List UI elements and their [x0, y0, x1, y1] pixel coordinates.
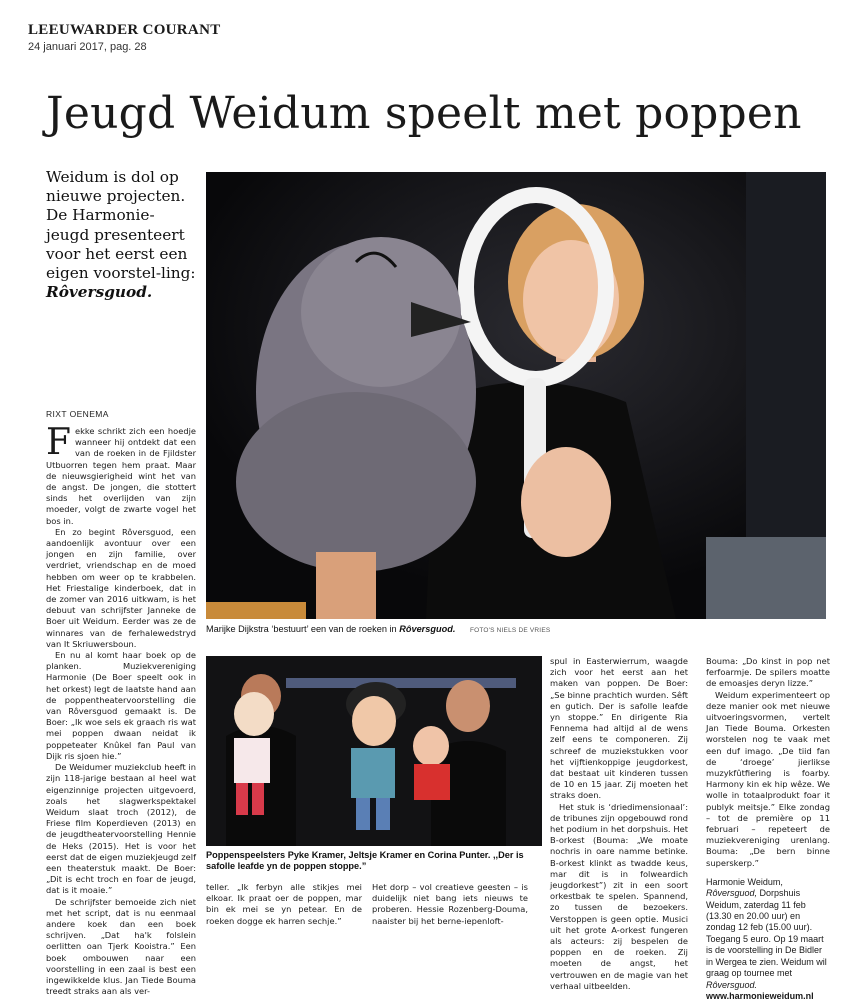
main-photo: [206, 172, 826, 619]
dateline: 24 januari 2017, pag. 28: [28, 41, 147, 53]
photo-credit: FOTO'S NIELS DE VRIES: [469, 627, 551, 634]
paragraph-2: En zo begint Rôversguod, een aandoenlijk avontuur over een jongen en zijn familie, over verdriet, vriendschap en de moed hebben om weer op te krabbelen. Het Friestalige kinderboek, dat in de zomer van 2016 uitkwam, is het debuut van schrijfster Janneke de Boer uit Weidum. Eerder was ze de winnares van de ferhalewedstryd van It Skriuwersboun.: [46, 526, 196, 649]
caption-text: Marijke Dijkstra ‘bestuurt’ een van de roeken in: [206, 624, 397, 634]
article-column-5: [706, 656, 830, 1002]
paragraph-5: De schrijfster bemoeide zich niet met het script, dat is nu eenmaal andere koek dan een boek schrijven. „Dat ha'k folslein oerlitten oan Tjerk Kooistra.” Een boek ombouwen naar een voorstelling in een zaal is best een ingewikkelde klus. Jan Tiede Bouma treedt straks aan als ver-: [46, 896, 196, 997]
paragraph-7: Het stuk is ‘driedimensionaal’: de tribunes zijn opgebouwd rond het podium in het dorpshuis. Het B-orkest (Bouma: „We moate nochris in oare namme betinke. B-orkest klinkt as twadde keus, mar dit is in folweardich jeugdorkest”) zit in een soort orkestbak te spelen. Spannend, zo tussen de bezoekers. Verstoppen is geen optie. Musici uit het grote A-orkest fungeren als acteurs: zij bespelen de poppen en de roeken. Zij moeten de angst, het vertrouwen en de magie van het verhaal uitbeelden.: [550, 801, 688, 991]
article-column-3-bottom: Het dorp – vol creatieve geesten – is duidelijk niet bang iets nieuws te proberen. Hessie Rozenberg-Douma, naaister bij het berne-iepenloft-: [372, 882, 528, 926]
headline: Jeugd Weidum speelt met poppen: [46, 88, 802, 139]
intro-title: Rôversguod.: [46, 283, 153, 302]
byline: RIXT OENEMA: [46, 409, 109, 419]
puppet-mirror-photo: [206, 172, 826, 619]
article-column-2-bottom: teller. „Ik ferbyn alle stikjes mei elkoar. Ik praat oer de poppen, mar bin ek mei se yn petear. En de roeken dogge ek harren sechje.”: [206, 882, 362, 926]
paragraph-6: spul in Easterwierrum, waagde zich voor het eerst aan het maken van poppen. De Boer: „Se binne prachtich wurden. Sêft en gutich. Der is safolle leafde yn stoppe.” En dirigente Ria Fennema had altijd al de wens zelf eens te componeren. Zij schreef de muziekstukken voor het vijftienkoppige jeugdorkest, dat bestaat uit kinderen tussen de 10 en 15 jaar. Zij moeten het straks doen.: [550, 656, 688, 801]
second-photo: [206, 656, 542, 846]
event-info: Harmonie Weidum, Rôversguod, Dorpshuis Weidum, zaterdag 11 feb (13.30 en 20.00 uur) en zondag 12 feb (15.00 uur). Toegang 5 euro. Op 19 maart is de voorstelling in De Bidler in Wergea te zien. Weidum wil graag op tournee met Rôversguod. www.harmonieweidum.nl: [706, 876, 827, 1001]
article-column-4: [550, 656, 688, 992]
paragraph-9: Weidum experimenteert op deze manier ook met nieuwe uitvoeringsvormen, vertelt Jan Tiede Bouma. Orkesten worstelen nog te vaak met een duf imago. „De tiid fan de ‘droege’ jierlikse muzykfûtfiering is foarby. Harmony kin ek hip wêze. We wolle in totaalprodukt foar it publyk meitsje.” Elke zondag – tot de première op 11 februari – repeteert de muziekvereniging urenlang. Bouma: „De bern binne superskerp.”: [706, 689, 830, 868]
intro-plain: Weidum is dol op nieuwe projecten. De Harmonie-jeugd presenteert voor het eerst een eigen voorstel-ling:: [46, 168, 196, 283]
main-photo-caption: [206, 624, 826, 636]
second-photo-caption: Poppenspeelsters Pyke Kramer, Jeltsje Kramer en Corina Punter. ,,Der is safolle leafde yn de poppen stoppe.”: [206, 850, 524, 871]
website-link[interactable]: www.harmonieweidum.nl: [706, 990, 814, 1001]
puppeteers-photo: [206, 656, 542, 846]
paragraph-3: En nu al komt haar boek op de planken. Muziekvereniging Harmonie (De Boer speelt ook in het orkest) legt de laatste hand aan de poppentheatervoorstelling die van Rôversguod gemaakt is. De Boer: „Ik woe sels ek graach ris wat mei poppen dwaan neidat ik poppeteater Knûkel fan Paul van Dijk ris sjoen hie.”: [46, 650, 196, 761]
article-column-1: [46, 422, 196, 997]
paragraph-8: Bouma: „Do kinst in pop net ferfoarmje. De spilers moatte de emoasjes deryn lizze.”: [706, 656, 830, 689]
drop-cap: F: [46, 422, 71, 463]
event-details: Dorpshuis Weidum, zaterdag 11 feb (13.30 en 20.00 uur) en zondag 12 feb (15.00 uur). Toegang 5 euro. Op 19 maart is de voorstelling in De Bidler in Wergea te zien. Weidum wil graag op tournee met: [706, 888, 827, 979]
paragraph-4: De Weidumer muziekclub heeft in zijn 118-jarige bestaan al heel wat eigenzinnige projecten uitgevoerd, zoals het slagwerkspektakel Weidum slaat troch (2012), de Friese film Koperdieven (2013) en de jeugdtheatervoorstelling Hennie de Heks (2015). Het is voor het eerst dat de eigen muziekjeugd zelf een theaterstuk maakt. De Boer: „Dit is echt troch en foar de jeugd, dat is it moaie.”: [46, 762, 196, 896]
paragraph-1: Fekke schrikt zich een hoedje wanneer hij ontdekt dat een van de roeken in de Fjildster Utbuorren tegen hem praat. Maar de nieuwsgierigheid wint het van de angst. De jongen, die stottert sinds het overlijden van zijn moeder, volgt de zwarte vogel het bos in.: [46, 422, 196, 526]
intro-text: [46, 168, 196, 302]
caption-title: Rôversguod.: [399, 624, 456, 634]
newspaper-name: LEEUWARDER COURANT: [28, 22, 221, 38]
